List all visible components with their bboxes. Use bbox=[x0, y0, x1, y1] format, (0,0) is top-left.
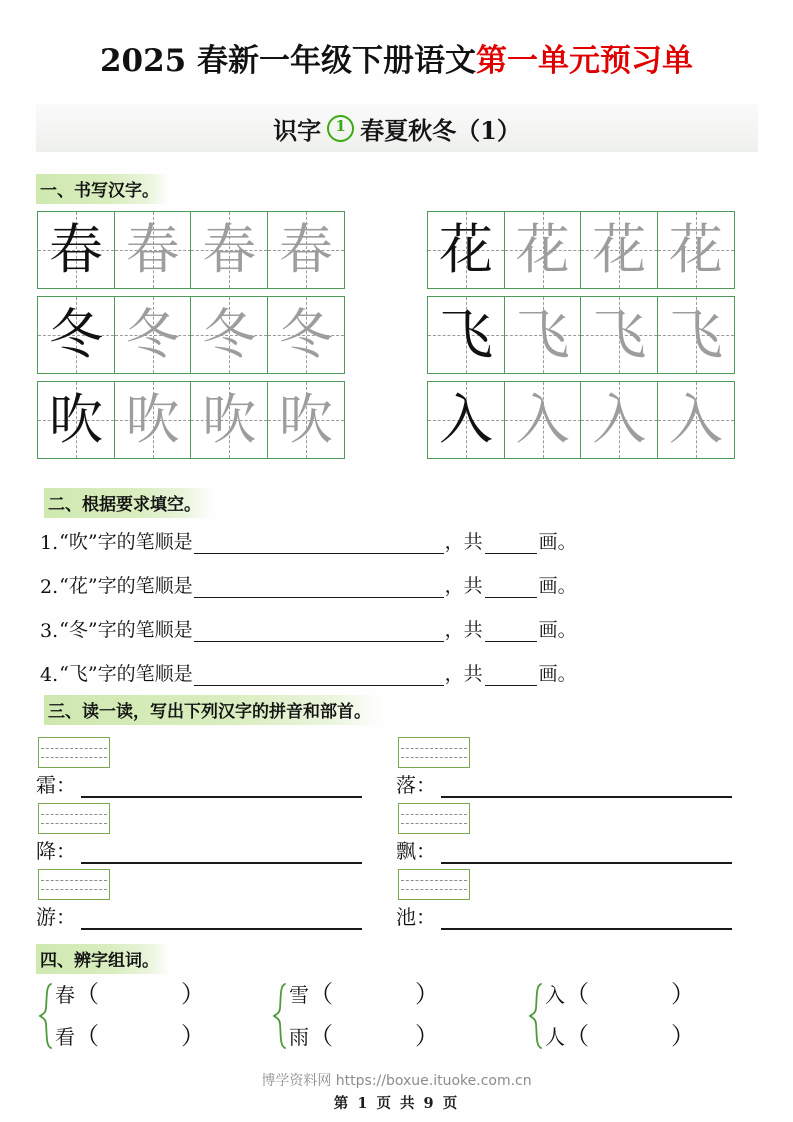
page-title-black: 2025 春新一年级下册语文 bbox=[99, 43, 477, 79]
pinyin-prompt-character: 游 bbox=[36, 905, 56, 929]
word-pair-character: 人 bbox=[545, 1025, 565, 1049]
close-paren: ） bbox=[671, 980, 695, 1008]
footer-site: 博学资料网 https://boxue.ituoke.com.cn bbox=[261, 1073, 532, 1089]
word-pair-character: 雨 bbox=[289, 1025, 309, 1049]
radical-answer-blank[interactable] bbox=[81, 779, 362, 798]
writing-cell[interactable] bbox=[114, 381, 192, 459]
pinyin-char-row bbox=[396, 769, 746, 798]
writing-cell[interactable] bbox=[37, 211, 115, 289]
close-paren: ） bbox=[415, 980, 439, 1008]
fill-blank-quote: “冬” bbox=[59, 619, 98, 641]
close-paren: ） bbox=[181, 980, 205, 1008]
trace-character: 春 bbox=[125, 218, 180, 281]
pinyin-guide-line bbox=[41, 757, 107, 758]
writing-grid-row bbox=[427, 381, 733, 459]
word-pair-row bbox=[545, 982, 695, 1008]
fill-blank-tail: 画。 bbox=[538, 663, 577, 685]
pinyin-radical-item bbox=[36, 869, 376, 930]
colon: ： bbox=[416, 905, 436, 929]
word-pair-rows bbox=[55, 982, 205, 1050]
pinyin-prompt-character: 池 bbox=[396, 905, 416, 929]
stroke-count-blank[interactable] bbox=[485, 577, 537, 598]
word-pair-group bbox=[38, 982, 205, 1050]
model-character: 冬 bbox=[49, 303, 103, 366]
subtitle bbox=[273, 111, 521, 146]
curly-brace-icon bbox=[38, 982, 54, 1050]
fill-blank-tail: 画。 bbox=[538, 575, 577, 597]
colon: ： bbox=[416, 773, 436, 797]
writing-cell[interactable] bbox=[267, 296, 345, 374]
open-paren: （ bbox=[309, 980, 333, 1008]
writing-grid-row bbox=[37, 381, 343, 459]
fill-blank-quote: “吹” bbox=[59, 531, 98, 553]
section-3-heading: 三、读一读，写出下列汉字的拼音和部首。 bbox=[44, 695, 381, 725]
pinyin-guide-line bbox=[401, 889, 467, 890]
pinyin-prompt-character: 飘 bbox=[396, 839, 416, 863]
page-title bbox=[0, 43, 793, 79]
model-character: 飞 bbox=[439, 303, 493, 366]
curly-brace-icon bbox=[272, 982, 288, 1050]
open-paren: （ bbox=[75, 1022, 99, 1050]
writing-cell[interactable] bbox=[427, 296, 505, 374]
pinyin-prompt-character: 落 bbox=[396, 773, 416, 797]
pinyin-guide-line bbox=[41, 889, 107, 890]
fill-blank-tail: 画。 bbox=[538, 619, 577, 641]
trace-character: 入 bbox=[668, 388, 723, 451]
trace-character: 吹 bbox=[278, 388, 333, 451]
close-paren: ） bbox=[671, 1022, 695, 1050]
writing-cell[interactable] bbox=[504, 211, 582, 289]
writing-cell[interactable] bbox=[267, 381, 345, 459]
colon: ： bbox=[56, 839, 76, 863]
writing-cell[interactable] bbox=[190, 381, 268, 459]
model-character: 入 bbox=[439, 388, 493, 451]
fill-blank-quote: “花” bbox=[59, 575, 98, 597]
pinyin-guide-line bbox=[401, 748, 467, 749]
pinyin-four-line-box[interactable] bbox=[398, 869, 470, 900]
word-pair-group bbox=[272, 982, 439, 1050]
word-pair-character: 入 bbox=[545, 983, 565, 1007]
writing-cell[interactable] bbox=[37, 296, 115, 374]
radical-answer-blank[interactable] bbox=[81, 911, 362, 930]
trace-character: 飞 bbox=[515, 303, 570, 366]
pinyin-guide-line bbox=[401, 880, 467, 881]
writing-grid-row bbox=[37, 211, 343, 289]
writing-cell[interactable] bbox=[580, 381, 658, 459]
fill-blank-tail: 画。 bbox=[538, 531, 577, 553]
model-character: 春 bbox=[49, 218, 103, 281]
writing-cell[interactable] bbox=[267, 211, 345, 289]
pinyin-radical-item bbox=[396, 869, 746, 930]
trace-character: 冬 bbox=[202, 303, 257, 366]
fill-blank-prompt: 字的笔顺是 bbox=[97, 619, 193, 641]
fill-blank-mid: ，共 bbox=[444, 663, 483, 685]
stroke-count-blank[interactable] bbox=[485, 533, 537, 554]
trace-character: 入 bbox=[515, 388, 570, 451]
colon: ： bbox=[416, 839, 436, 863]
stroke-count-blank[interactable] bbox=[485, 621, 537, 642]
trace-character: 吹 bbox=[125, 388, 180, 451]
writing-cell[interactable] bbox=[114, 296, 192, 374]
pinyin-char-row bbox=[396, 901, 746, 930]
writing-cell[interactable] bbox=[580, 296, 658, 374]
word-pair-row bbox=[55, 982, 205, 1008]
model-character: 花 bbox=[439, 218, 493, 281]
fill-blank-quote: “飞” bbox=[59, 663, 98, 685]
trace-character: 冬 bbox=[125, 303, 180, 366]
stroke-order-blank[interactable] bbox=[194, 533, 444, 554]
fill-blank-prompt: 字的笔顺是 bbox=[97, 531, 193, 553]
pinyin-guide-line bbox=[41, 823, 107, 824]
subtitle-band bbox=[36, 104, 758, 152]
stroke-order-blank[interactable] bbox=[194, 621, 444, 642]
fill-blank-item bbox=[40, 656, 755, 686]
pinyin-four-line-box[interactable] bbox=[38, 869, 110, 900]
pinyin-char-row bbox=[36, 835, 376, 864]
writing-grid-right bbox=[427, 211, 733, 466]
writing-cell[interactable] bbox=[427, 211, 505, 289]
pinyin-prompt-character: 降 bbox=[36, 839, 56, 863]
fill-blank-number: 1. bbox=[40, 532, 59, 554]
footer-page-number: 第 1 页 共 9 页 bbox=[333, 1095, 460, 1112]
trace-character: 春 bbox=[202, 218, 257, 281]
stroke-count-blank[interactable] bbox=[485, 665, 537, 686]
pinyin-char-row bbox=[36, 901, 376, 930]
fill-blank-prompt: 字的笔顺是 bbox=[97, 575, 193, 597]
fill-blank-number: 4. bbox=[40, 664, 59, 686]
trace-character: 春 bbox=[278, 218, 333, 281]
fill-blank-number: 2. bbox=[40, 576, 59, 598]
stroke-order-blank[interactable] bbox=[194, 665, 444, 686]
stroke-order-blank[interactable] bbox=[194, 577, 444, 598]
pinyin-four-line-box[interactable] bbox=[398, 737, 470, 768]
pinyin-four-line-box[interactable] bbox=[38, 737, 110, 768]
fill-blank-item bbox=[40, 568, 755, 598]
trace-character: 花 bbox=[515, 218, 570, 281]
pinyin-radical-item bbox=[396, 737, 746, 798]
pinyin-four-line-box[interactable] bbox=[398, 803, 470, 834]
subtitle-suffix: 春夏秋冬（1） bbox=[360, 115, 521, 145]
close-paren: ） bbox=[181, 1022, 205, 1050]
writing-cell[interactable] bbox=[190, 296, 268, 374]
writing-grid-row bbox=[427, 296, 733, 374]
writing-cell[interactable] bbox=[657, 211, 735, 289]
writing-cell[interactable] bbox=[580, 211, 658, 289]
page-title-red: 第一单元预习单 bbox=[476, 43, 694, 79]
model-character: 吹 bbox=[49, 388, 103, 451]
trace-character: 吹 bbox=[202, 388, 257, 451]
close-paren: ） bbox=[415, 1022, 439, 1050]
pinyin-radical-item bbox=[36, 803, 376, 864]
fill-blank-prompt: 字的笔顺是 bbox=[97, 663, 193, 685]
section-4-heading: 四、辨字组词。 bbox=[36, 944, 169, 974]
pinyin-guide-line bbox=[41, 880, 107, 881]
trace-character: 入 bbox=[592, 388, 647, 451]
word-pair-rows bbox=[289, 982, 439, 1050]
colon: ： bbox=[56, 773, 76, 797]
writing-cell[interactable] bbox=[657, 296, 735, 374]
writing-cell[interactable] bbox=[37, 381, 115, 459]
trace-character: 花 bbox=[592, 218, 647, 281]
fill-blank-mid: ，共 bbox=[444, 619, 483, 641]
writing-grid-row bbox=[37, 296, 343, 374]
word-pair-row bbox=[55, 1024, 205, 1050]
word-pair-row bbox=[545, 1024, 695, 1050]
section-2-heading: 二、根据要求填空。 bbox=[44, 488, 211, 518]
pinyin-guide-line bbox=[41, 748, 107, 749]
section-1-heading: 一、书写汉字。 bbox=[36, 174, 169, 204]
pinyin-char-row bbox=[396, 835, 746, 864]
pinyin-guide-line bbox=[41, 814, 107, 815]
pinyin-four-line-box[interactable] bbox=[38, 803, 110, 834]
word-pair-row bbox=[289, 1024, 439, 1050]
trace-character: 花 bbox=[668, 218, 723, 281]
word-pair-row bbox=[289, 982, 439, 1008]
radical-answer-blank[interactable] bbox=[81, 845, 362, 864]
fill-blank-item bbox=[40, 524, 755, 554]
trace-character: 冬 bbox=[278, 303, 333, 366]
writing-cell[interactable] bbox=[504, 296, 582, 374]
word-pair-group bbox=[528, 982, 695, 1050]
writing-grid-left bbox=[37, 211, 343, 466]
writing-cell[interactable] bbox=[504, 381, 582, 459]
writing-cell[interactable] bbox=[114, 211, 192, 289]
writing-cell[interactable] bbox=[657, 381, 735, 459]
word-pair-rows bbox=[545, 982, 695, 1050]
fill-blank-item bbox=[40, 612, 755, 642]
word-pair-character: 雪 bbox=[289, 983, 309, 1007]
pinyin-radical-item bbox=[36, 737, 376, 798]
radical-answer-blank[interactable] bbox=[441, 911, 732, 930]
pinyin-guide-line bbox=[401, 823, 467, 824]
writing-grid-row bbox=[427, 211, 733, 289]
open-paren: （ bbox=[309, 1022, 333, 1050]
curly-brace-icon bbox=[528, 982, 544, 1050]
open-paren: （ bbox=[565, 980, 589, 1008]
word-pair-character: 春 bbox=[55, 983, 75, 1007]
fill-blank-number: 3. bbox=[40, 620, 59, 642]
pinyin-radical-item bbox=[396, 803, 746, 864]
open-paren: （ bbox=[565, 1022, 589, 1050]
circled-one-icon: 1 bbox=[327, 115, 354, 142]
writing-cell[interactable] bbox=[427, 381, 505, 459]
fill-blank-mid: ，共 bbox=[444, 531, 483, 553]
colon: ： bbox=[56, 905, 76, 929]
subtitle-prefix: 识字 bbox=[273, 115, 322, 145]
radical-answer-blank[interactable] bbox=[441, 845, 732, 864]
pinyin-prompt-character: 霜 bbox=[36, 773, 56, 797]
pinyin-char-row bbox=[36, 769, 376, 798]
pinyin-guide-line bbox=[401, 757, 467, 758]
writing-cell[interactable] bbox=[190, 211, 268, 289]
pinyin-guide-line bbox=[401, 814, 467, 815]
open-paren: （ bbox=[75, 980, 99, 1008]
fill-blank-mid: ，共 bbox=[444, 575, 483, 597]
trace-character: 飞 bbox=[592, 303, 647, 366]
trace-character: 飞 bbox=[668, 303, 723, 366]
radical-answer-blank[interactable] bbox=[441, 779, 732, 798]
word-pair-character: 看 bbox=[55, 1025, 75, 1049]
